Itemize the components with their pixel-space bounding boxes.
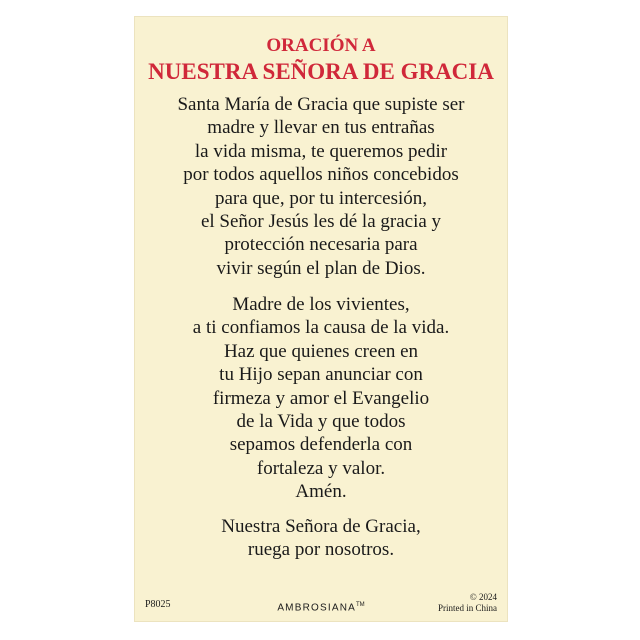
prayer-line: para que, por tu intercesión, — [214, 187, 428, 209]
brand-name: AMBROSIANA — [277, 602, 356, 614]
product-code: P8025 — [145, 599, 171, 610]
prayer-line: Nuestra Señora de Gracia, — [221, 516, 421, 537]
prayer-line: el Señor Jesús les dé la gracia y — [200, 211, 442, 233]
prayer-stanza-2 — [135, 293, 507, 504]
prayer-line: madre y llevar en tus entrañas — [207, 117, 435, 139]
prayer-line: sepamos defenderla con — [229, 434, 413, 456]
prayer-line: Haz que quienes creen en — [223, 340, 419, 362]
prayer-line: protección necesaria para — [224, 234, 418, 256]
prayer-line: a ti confiamos la causa de la vida. — [192, 317, 450, 339]
card-title-line-2: NUESTRA SEÑORA DE GRACIA — [148, 59, 494, 84]
copyright-block — [438, 592, 497, 614]
printed-origin: Printed in China — [438, 603, 497, 613]
prayer-card — [134, 16, 508, 622]
card-title-line-1: ORACIÓN A — [266, 35, 376, 56]
copyright-notice: © 2024 — [469, 592, 497, 602]
prayer-line: Madre de los vivientes, — [232, 294, 410, 315]
prayer-line: vivir según el plan de Dios. — [216, 257, 426, 279]
prayer-line-amen: Amén. — [295, 481, 347, 503]
prayer-line: fortaleza y valor. — [256, 457, 386, 479]
prayer-stanza-1 — [135, 93, 507, 280]
prayer-line: Santa María de Gracia que supiste ser — [177, 94, 465, 115]
prayer-line: por todos aquellos niños concebidos — [183, 164, 459, 186]
trademark-mark: TM — [356, 602, 365, 608]
prayer-line: de la Vida y que todos — [236, 411, 406, 433]
prayer-line: tu Hijo sepan anunciar con — [219, 364, 423, 386]
prayer-line: firmeza y amor el Evangelio — [212, 387, 430, 409]
prayer-line: la vida misma, te queremos pedir — [194, 140, 448, 162]
prayer-line: ruega por nosotros. — [247, 539, 395, 561]
prayer-stanza-3 — [135, 515, 507, 562]
